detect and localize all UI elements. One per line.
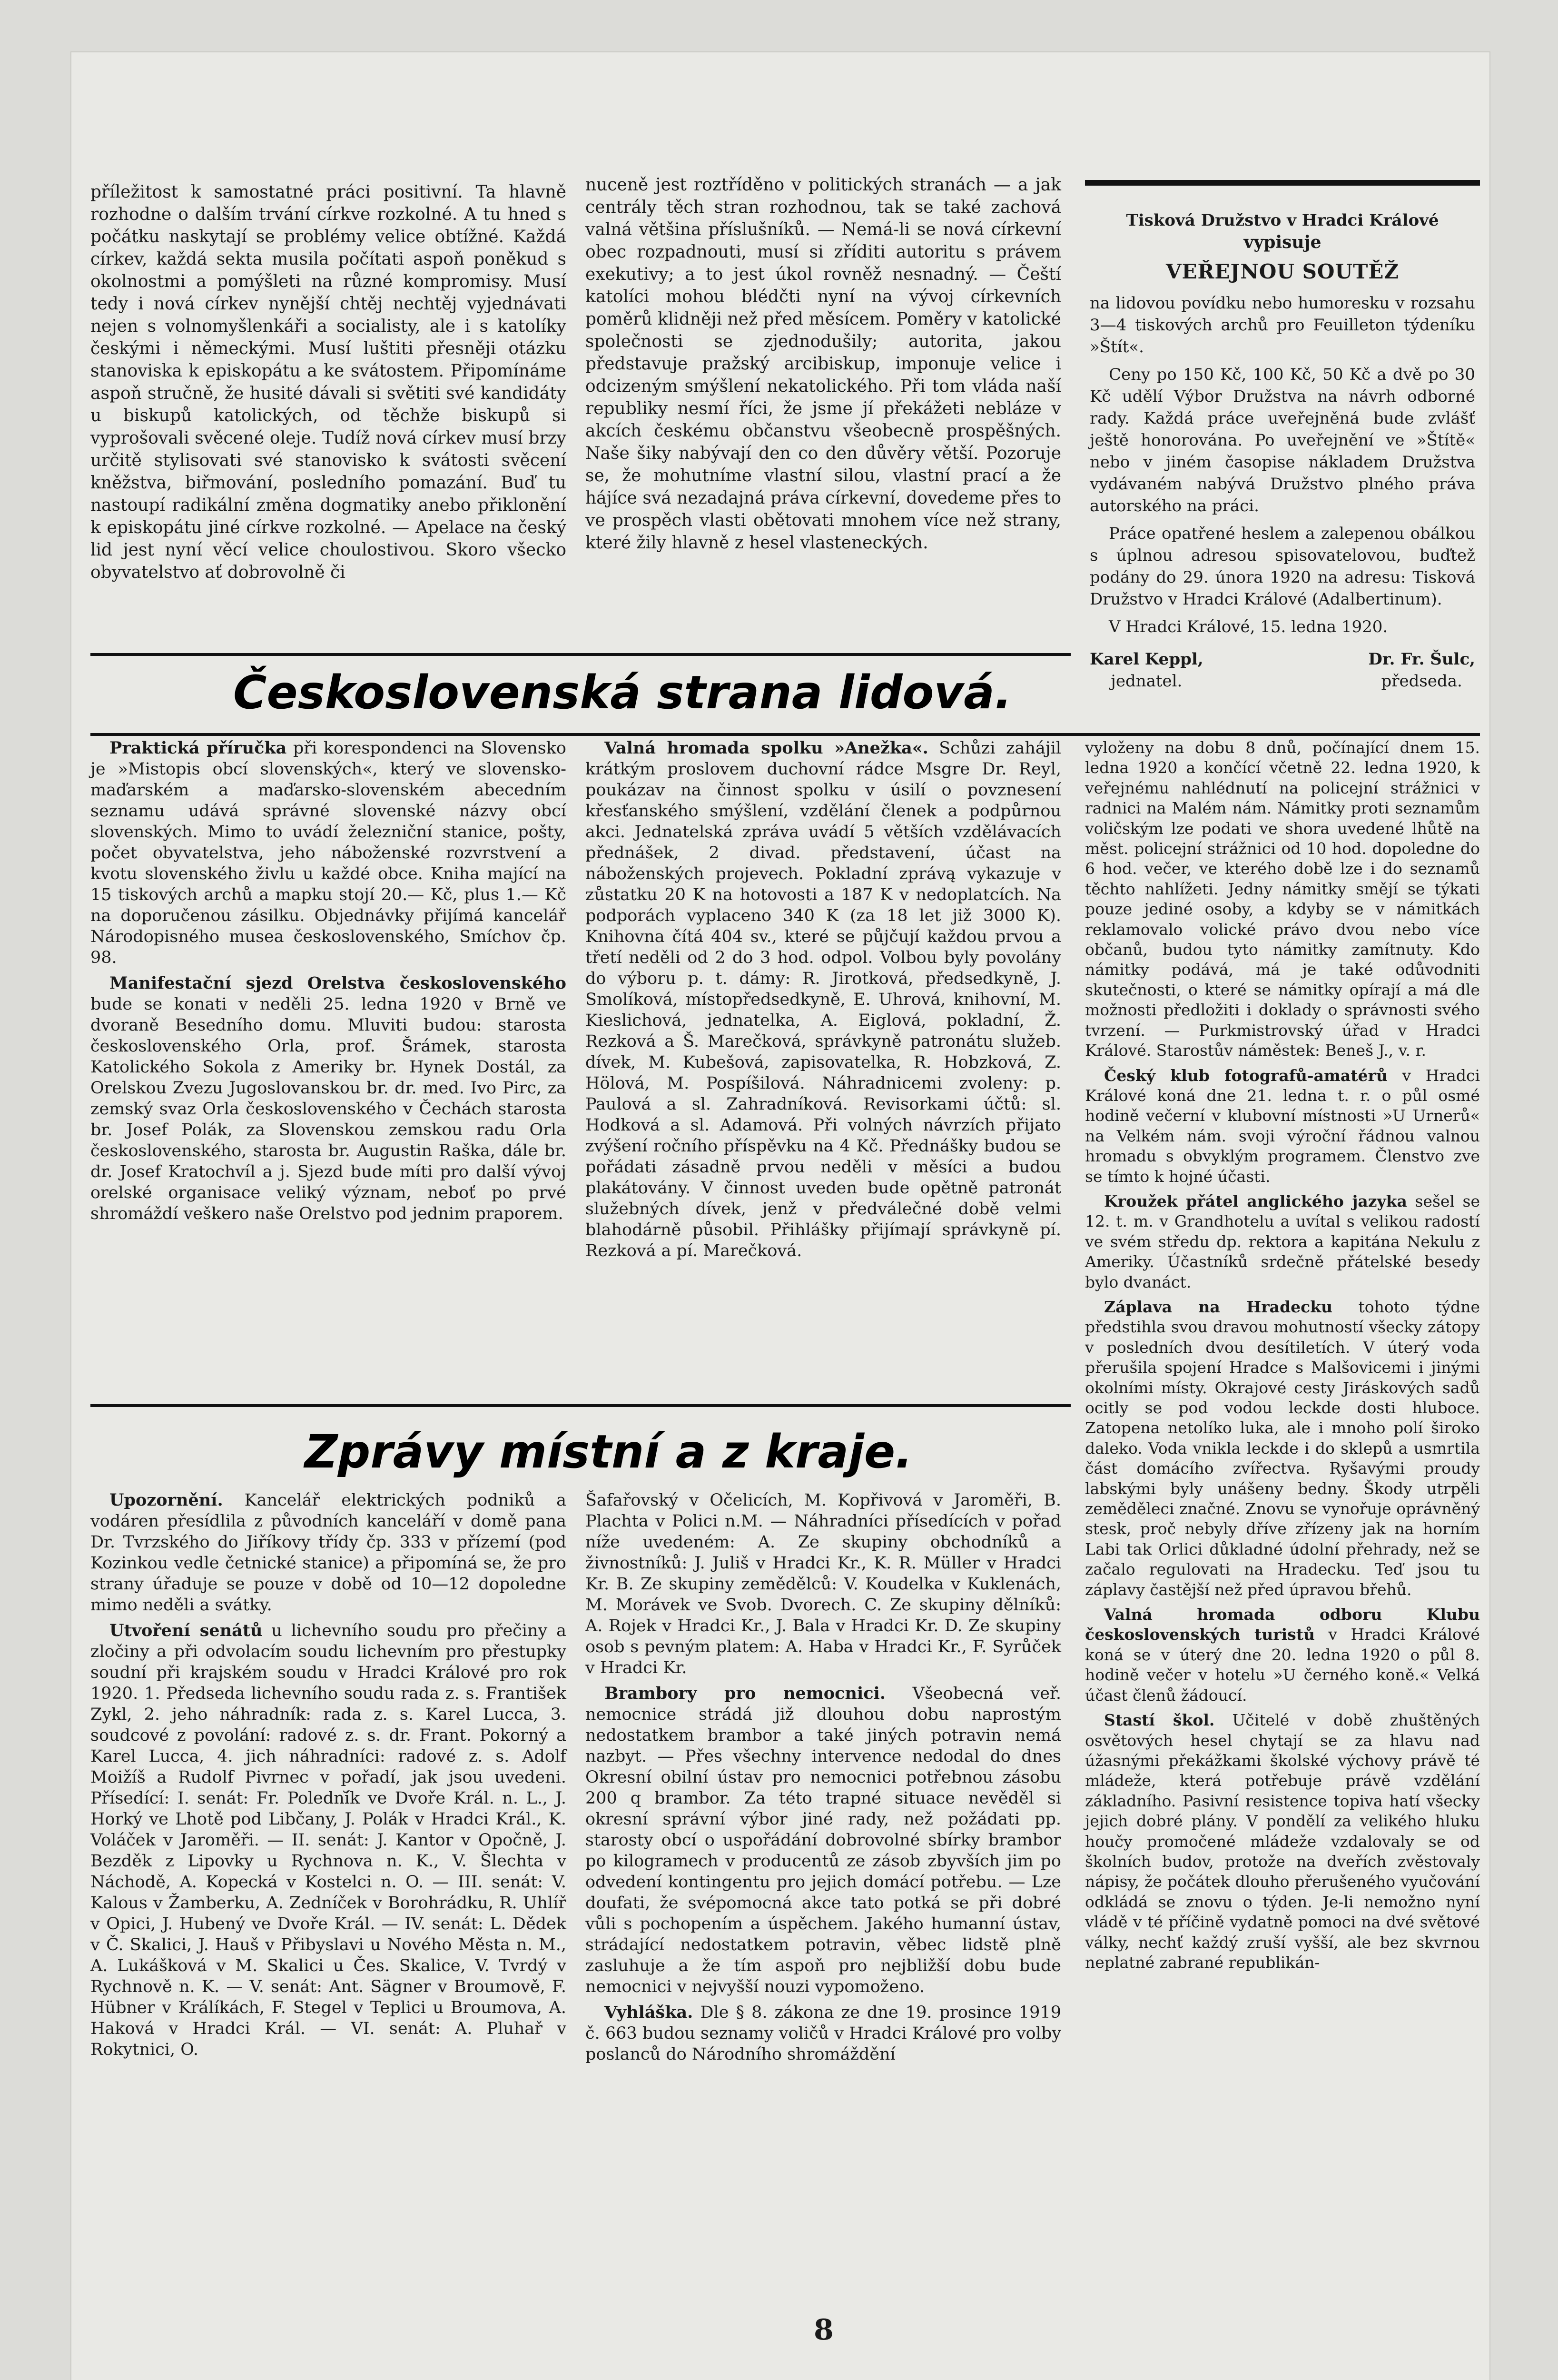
article-upozorneni-lead: Upozornění.: [109, 1490, 223, 1510]
article-vyhlaska-body: Dle § 8. zákona ze dne 19. prosince 1919 č. 663 budou seznamy voličů v Hradci Králové pro volby poslanců do Národního shromáždění: [585, 2003, 1061, 2064]
signature-2-role: předseda.: [1381, 672, 1462, 691]
article-sjezd-body: bude se konati v neděli 25. ledna 1920 v Brně ve dvoraně Besedního domu. Mluviti budou: starosta československého Orla, prof. Šrámek, starosta Katolického Sokola z Ameriky br. Hynek Dostál, za Orelskou Zvezu Jugoslovanskou br. dr. med. Ivo Pirc, za zemský svaz Orla československého v Čechách starosta br. Josef Polák, za Slovenskou zemskou radu Orla československého, starosta br. Augustin Raška, dále br. dr. Josef Kratochvíl a j. Sjezd bude míti pro další vývoj orelské organisace veliký význam, neboť po prvé shromáždí veškero naše Orelstvo pod jednim praporem.: [90, 995, 566, 1223]
section-1-headline: Československá strana lidová.: [233, 666, 1012, 719]
section-1-column-3: [1085, 738, 1480, 1977]
top-column-2-text: nuceně jest roztříděno v politických stranách — a jak centrály těch stran rozhodnou, tak se také zachová valná většina příslušníků. — Nemá-li se nová církevní obec rozpadnouti, musí si zříditi autoritu s právem exekutivy; a to jest úkol rovněž nesnadný. — Čeští katolíci mohou blédčti nyní na vývoj církevních poměrů klidněji než před měsícem. Poměry v katolické společnosti se zjednodušily; autorita, jakou představuje pražský arcibiskup, imponuje velice i odcizeným smýšlení nekatolického. Při tom vláda naší republiky nesmí říci, že jsme jí překážeti nebláze v akcích českému občanstvu všeobecně prospěšných. Naše šiky nabývají den co den důvěry větší. Pozoruje se, že mohutníme vlastní silou, vlastní prací a že hájíce svá nezadajná práva církevní, dovedeme přes to ve prospěch vlasti obětovati mnohem více než strany, které žily hlavně z hesel vlasteneckých.: [585, 175, 1061, 553]
article-anglicky: [1085, 1191, 1480, 1292]
article-prirucka-body: při korespondenci na Slovensko je »Mistopis obcí slovenských«, který ve slovensko-maďarském a maďarsko-slovenském abecedním seznamu udává správné slovenské názvy obcí slovenských. Mimo to uvádí železniční stanice, pošty, počet obyvatelstva, jeho náboženské rozvrstvení a kvotu slovenského živlu u každé obce. Kniha mající na 15 tiskových archů a mapku stojí 20.— Kč, plus 1.— Kč na doporučenou zásilku. Objednávky přijímá kancelář Národopisného musea československého, Smíchov čp. 98.: [90, 739, 566, 967]
article-senaty: [90, 1620, 566, 2060]
newspaper-page: [71, 52, 1489, 2380]
section-1-column-2: [585, 738, 1061, 1266]
notice-top-rule: [1085, 180, 1480, 186]
notice-date: V Hradci Králové, 15. ledna 1920.: [1109, 617, 1388, 636]
article-anglicky-lead: Kroužek přátel anglického jazyka: [1104, 1191, 1407, 1210]
notice-signatures: [1090, 648, 1475, 692]
article-brambory: [585, 1683, 1061, 1997]
top-column-1-text: příležitost k samostatné práci positivní. Ta hlavně rozhodne o dalším trvání církve rozkolné. A tu hned s počátku naskytají se problémy velice obtížné. Každá církev, každá sekta musila počítati aspoň poněkud s okolnostmi a pomýšleti na různé kompromisy. Musí tedy i nová církev nynější chtěj nechtěj vyjednávati nejen s volnomyšlenkáři a socialisty, ale i s katolíky českými i německými. Musí luštiti přesněji otázku stanoviska k episkopátu a ke svátostem. Připomínáme aspoň stručně, že husité dávali si světiti své kandidáty u biskupů katolických, od těchže biskupů si vyprošovali svěcené oleje. Tudíž nová církev musí brzy určitě stylisovati své stanovisko k svátosti svěcení kněžstva, biřmování, posledního pomazání. Buď tu nastoupí radikální změna dogmatiky anebo přiklonění k episkopátu jiné církve rozkolné. — Apelace na český lid jest nyní věcí velice choulostivou. Skoro všecko obyvatelstvo ať dobrovolně či: [90, 182, 566, 582]
article-zaplava-body: tohoto týdne předstihla svou dravou mohutností všecky zátopy v posledních dvou desítiletích. V úterý voda přerušila spojení Hradce s Malšovicemi i jinými okolními místy. Okrajové cesty Jiráskových sadů ocitly se pod vodou leckde dosti hluboce. Zatopena netolíko luka, ale i mnoho polí široko daleko. Voda vnikla leckde i do sklepů a usmrtila část domácího zvířectva. Ryšavými proudy labskými byly unášeny bedny. Škody utrpěli zeměděleci značné. Znovu se vynořuje oprávněný stesk, proč nebyly dříve zřízeny jak na horním Labi tak Orlici důkladné údolní přehrady, než se začalo regulovati na Hradecku. Teď jsou tu záplavy častější než před úpravou břehů.: [1085, 1297, 1480, 1599]
article-prirucka-lead: Praktická příručka: [109, 738, 287, 758]
article-skoly-lead: Stastí škol.: [1104, 1711, 1215, 1730]
article-sjezd: [90, 973, 566, 1224]
section-2-column-1: [90, 1490, 566, 2065]
page-number: 8: [814, 2313, 834, 2347]
signature-2-name: Dr. Fr. Šulc,: [1368, 650, 1475, 669]
notice-subtitle: vypisuje: [1243, 232, 1321, 252]
article-foto-klub-lead: Český klub fotografů-amatérů: [1104, 1066, 1388, 1085]
article-foto-klub-body: v Hradci Králové koná dne 21. ledna t. r. o půl osmé hodině večerní v klubovní místnosti »U Urnerů« na Velkém nám. svoji výroční řádnou valnou hromadu s obvyklým programem. Členstvo zve se tímto k hojné účasti.: [1085, 1066, 1480, 1186]
section-1-column-1: [90, 738, 566, 1229]
article-brambory-body: Všeobecná veř. nemocnice strádá již dlouhou dobu naprostým nedostatkem brambor a také jiných potravin nemá nazbyt. — Přes všechny intervence nedodal do dnes Okresní obilní ústav pro nemocnici potřebnou zásobu 200 q brambor. Za této trapné situace nevěděl si okresní správní výbor jiné rady, než požádati pp. starosty obcí o uspořádání dobrovolné sbírky brambor po kilogramech v producentů ze zásob zbyvších jim po odvedení kontingentu pro jejich domácí potřebu. — Lze doufati, že svépomocná akce tato potká se při dobré vůli s pochopením a úspěchem. Jakého humanní ústav, strádající nedostatkem potravin, věbec lidstě plně zasluhuje a že tím aspoň pro nejbližší dobu bude nemocnici v nejvyšší nouzi vypomoženo.: [585, 1684, 1061, 1996]
article-volby-continued: vyloženy na dobu 8 dnů, počínající dnem 15. ledna 1920 a končící včetně 22. ledna 1920, k veřejnému nahlédnutí na policejní strážnici v radnici na Malém nám. Námitky proti seznamům voličským lze podati ve shora uvedené lhůtě na měst. policejní strážnici od 10 hod. dopoledne do 6 hod. večer, ve kterého době lze i do seznamů těchto nahlížeti. Jedny námitky smějí se týkati pouze jediné osoby, a kdyby se v námitkách reklamovalo volické právo dvou nebo více občanů, budou tyto námitky zamítnuty. Kdo námitky podává, má je také odůvodniti skutečnosti, o které se námitky opírají a má dle možnosti předložiti i doklady o správnosti svého tvrzení. — Purkmistrovský úřad v Hradci Králové. Starostův náměstek: Beneš J., v. r.: [1085, 738, 1480, 1060]
article-anezka: [585, 738, 1061, 1261]
article-vyhlaska: [585, 2002, 1061, 2065]
article-senaty-lead: Utvoření senátů: [109, 1621, 263, 1640]
article-skoly: [1085, 1710, 1480, 1973]
article-anglicky-body: sešel se 12. t. m. v Grandhotelu a uvítal s velikou radostí ve svém středu dp. rektora a kapitána Nekulu z Ameriky. Účastníků srdečně přátelské besedy bylo dvanáct.: [1085, 1191, 1480, 1291]
section-1-top-rule: [90, 653, 1071, 656]
article-anezka-body: Schůzi zahájil krátkým proslovem duchovní rádce Msgre Dr. Reyl, poukázav na činnost spolku v úsilí o povznesení křesťanského smýšlení, vzdělání členek a podpůrnou akci. Jednatelská zpráva uvádí 5 větších vzdělávacích přednášek, 2 divad. představení, účast na náboženských projevech. Pokladní zprávą vykazuje v zůstatku 20 K na hotovosti a 187 K v nedoplatcích. Na podporách vyplaceno 340 K (za 18 let již 3000 K). Knihovna čítá 404 sv., které se půjčují každou prvou a třetí neděli od 2 do 3 hod. odpol. Volbou byly povolány do výboru p. t. dámy: R. Jirotková, předsedkyně, J. Smolíková, místopředsedkyně, E. Uhrová, knihovní, M. Kieslichová, jednatelka, A. Eiglová, pokladní, Ž. Rezková a Š. Marečková, správkyně patronátu služeb. dívek, M. Kubešová, zapisovatelka, R. Hobzková, Z. Hölová, M. Pospíšilová. Náhradnicemi zvoleny: p. Paulová a sl. Zahradníková. Revisorkami účtů: sl. Hodková a sl. Adamová. Při volných návrzích přijato zvýšení ročního příspěvku na 4 Kč. Přednášky budou se pořádati zásadně prvou neděli v měsíci a budou plakátovány. V činnost uveden bude opětně patronát služebných dívek, jenž v předválečné době velmi blahodárně působil. Přihlášky přijímají správkyně pí. Rezková a pí. Marečková.: [585, 739, 1061, 1260]
section-1-bottom-rule: [90, 733, 1480, 736]
section-2-column-2: [585, 1490, 1061, 2070]
notice-paragraph-3: Práce opatřené heslem a zalepenou obálkou s úplnou adresou spisovatelovou, buďtež podány do 29. února 1920 na adresu: Tisková Družstvo v Hradci Králové (Adalbertinum).: [1090, 524, 1475, 609]
article-brambory-lead: Brambory pro nemocnici.: [604, 1684, 886, 1703]
section-2-top-rule: [90, 1404, 1071, 1407]
article-turiste-body: v Hradci Králové koná se v úterý dne 20. ledna 1920 o půl 8. hodině večer v hotelu »U černého koně.« Velká účast členů žádoucí.: [1085, 1625, 1480, 1705]
top-column-2: [585, 174, 1061, 559]
article-upozorneni: [90, 1490, 566, 1616]
signature-1-role: jednatel.: [1111, 672, 1183, 691]
article-zaplava: [1085, 1297, 1480, 1600]
article-turiste: [1085, 1605, 1480, 1706]
article-turiste-lead: Valná hromada odboru Klubu československých turistů: [1085, 1605, 1480, 1644]
signature-1-name: Karel Keppl,: [1090, 650, 1203, 669]
notice-title: Tisková Družstvo v Hradci Králové: [1126, 211, 1439, 230]
article-vyhlaska-lead: Vyhláška.: [604, 2003, 693, 2022]
competition-notice: [1090, 209, 1475, 692]
notice-paragraph-1: na lidovou povídku nebo humoresku v rozsahu 3—4 tiskových archů pro Feuilleton týdeníku »Štít«.: [1090, 294, 1475, 357]
article-anezka-lead: Valná hromada spolku »Anežka«.: [604, 738, 928, 758]
section-2-headline: Zprávy místní a z kraje.: [305, 1425, 913, 1478]
article-senaty-body: u lichevního soudu pro přečiny a zločiny a při odvolacím soudu lichevním pro přestupky soudní při krajském soudu v Hradci Králové pro rok 1920. 1. Předseda lichevního soudu rada z. s. František Zykl, 2. jeho náhradník: rada z. s. Karel Lucca, 3. soudcové z povolání: radové z. s. dr. Frant. Pokorný a Karel Lucca, 4. jich náhradníci: radové z. s. Adolf Moižíš a Rudolf Pivrnec v pořadí, jak jsou uvedeni. Přísedící: I. senát: Fr. Polední̆k ve Dvoře Král. n. L., J. Horký ve Lhotě pod Libčany, J. Polák v Hradci Král., K. Voláček v Jaroměři. — II. senát: J. Kantor v Opočně, J. Bezděk z Lipovky u Rychnova n. K., V. Šlechta v Náchodě, A. Kopecká v Kostelci n. O. — III. senát: V. Kalous v Žamberku, A. Zedníček v Borohrádku, R. Uhlíř v Opici, J. Hubený ve Dvoře Král. — IV. senát: L. Dědek v Č. Skalici, J. Hauš v Přibyslavi u Nového Města n. M., A. Lukášková v M. Skalici u Čes. Skalice, V. Tvrdý v Rychnově n. K. — V. senát: Ant. Sägner v Broumově, F. Hübner v Králíkách, F. Stegel v Teplici u Broumova, A. Haková v Hradci Král. — VI. senát: A. Pluhař v Rokytnici, O.: [90, 1621, 567, 2059]
notice-signature-2: [1368, 648, 1475, 692]
article-zaplava-lead: Záplava na Hradecku: [1104, 1297, 1333, 1316]
article-sjezd-lead: Manifestační sjezd Orelstva československého: [109, 973, 566, 993]
article-upozorneni-body: Kancelář elektrických podniků a vodáren přesídlila z původních kanceláří v domě pana Dr. Tvrzského do Jiříkovy třídy čp. 333 v přízemí (pod Kozinkou vedle četnické stanice) a připomíná se, že pro strany úřaduje se pouze v době od 10—12 dopoledne mimo neděli a svátky.: [90, 1491, 566, 1615]
article-foto-klub: [1085, 1066, 1480, 1187]
notice-paragraph-2: Ceny po 150 Kč, 100 Kč, 50 Kč a dvě po 30 Kč udělí Výbor Družstva na návrh odborné rady. Každá práce uveřejněná bude zvlášť ještě honorována. Po uveřejnění ve »Štítě« nebo v jiném časopise nákladem Družstva vydávaném nabývá Družstvo plného práva autorského na práci.: [1090, 365, 1475, 516]
notice-signature-1: [1090, 648, 1203, 692]
article-prirucka: [90, 738, 566, 968]
article-skoly-body: Učitelé v době zhuštěných osvětových hesel chytají se za hlavu nad úžasnými překážkami školské výchovy právě té mládeže, která potřebuje právě vzdělání základního. Pasivní resistence topiva hatí všecky jejich dobré plány. V pondělí za velikého hluku houčy promočené mládeže vzdalovaly se od školních budov, protože na dveřích zvěstovaly nápisy, že počátek dlouho přerušeného vyučování odkládá se znovu o týden. Je-li nemožno nyní vládě v té příčině vydatně pomoci na dvé světové války, nechť každý zruší vyšší, ale bez skvrnou neplatné zabrané republikán-: [1085, 1711, 1480, 1972]
article-senaty-continued: Šafařovský v Očelicích, M. Kopřivová v Jaroměři, B. Plachta v Polici n.M. — Náhradníci přísedících v pořad níže uvedeném: A. Ze skupiny obchodníků a živnostníků: J. Juliš v Hradci Kr., K. R. Müller v Hradci Kr. B. Ze skupiny zemědělců: V. Koudelka v Kuklenách, M. Morávek ve Svob. Dvorech. C. Ze skupiny dělníků: A. Rojek v Hradci Kr., J. Bala v Hradci Kr. D. Ze skupiny osob s pevným platem: A. Haba v Hradci Kr., F. Syrůček v Hradci Kr.: [585, 1491, 1061, 1677]
notice-heading: VEŘEJNOU SOUTĚŽ: [1165, 260, 1400, 283]
top-column-1: [90, 181, 566, 588]
